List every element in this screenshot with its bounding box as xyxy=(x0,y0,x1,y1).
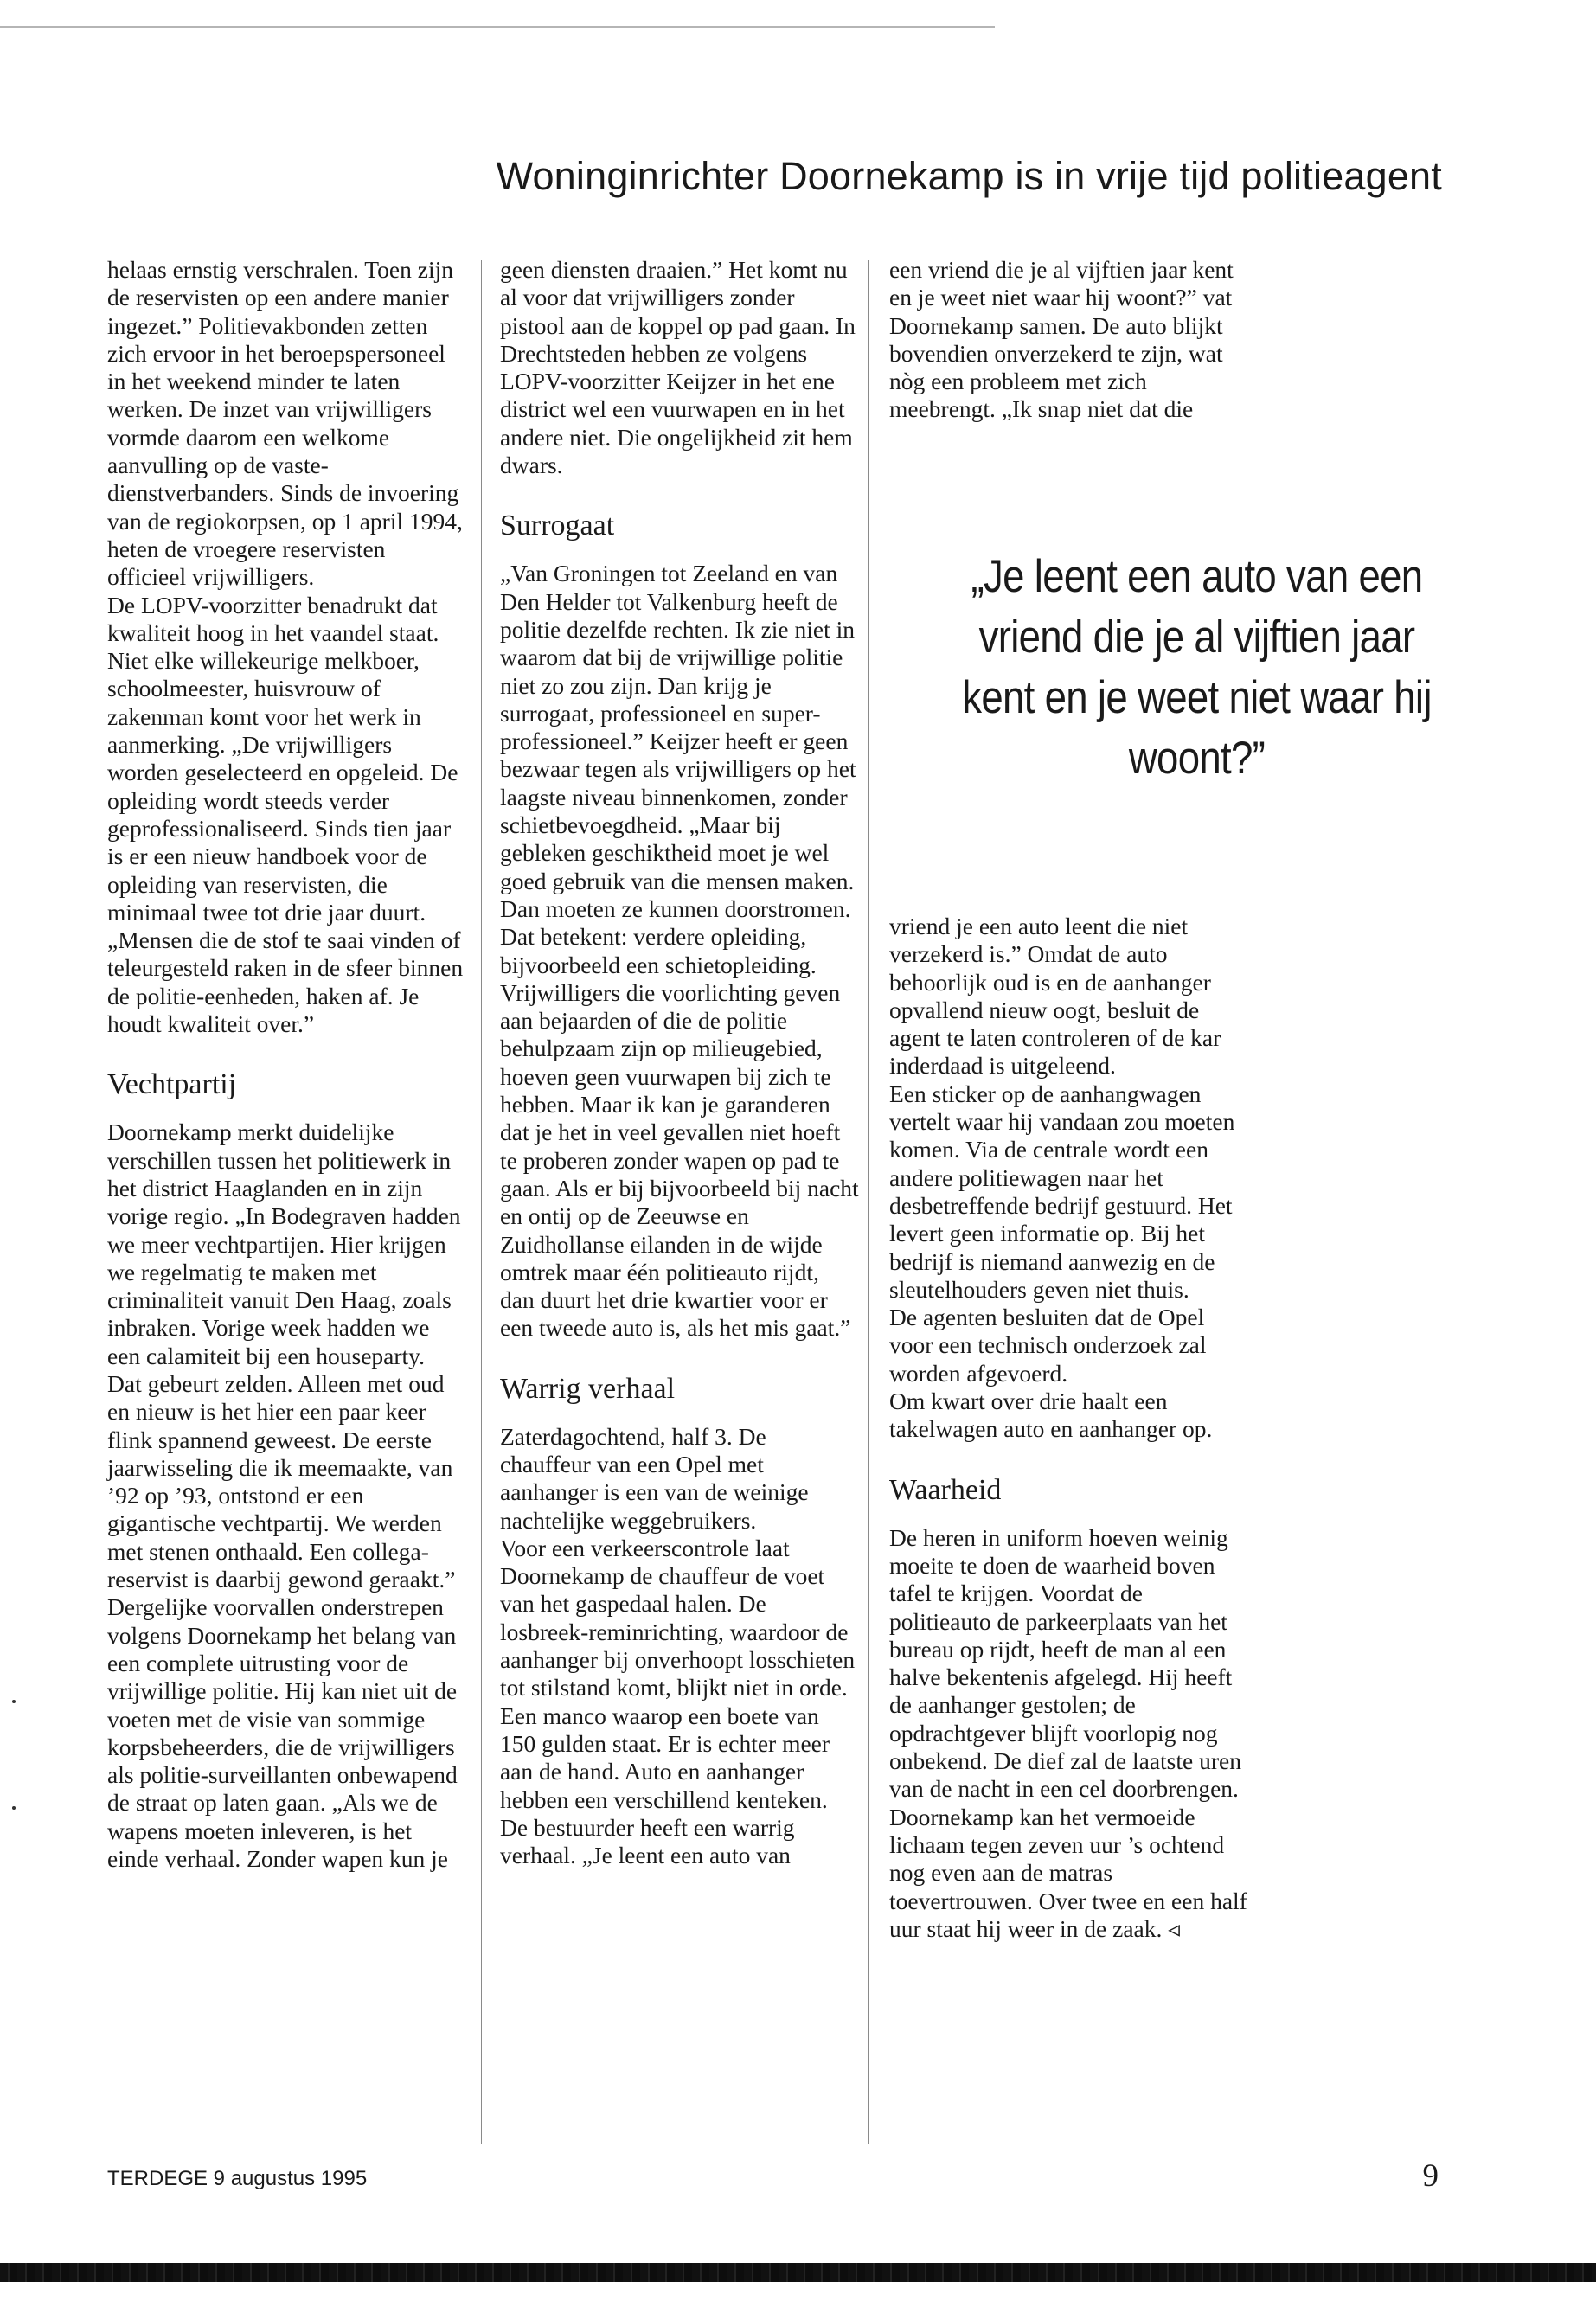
pull-quote: „Je leent een auto van een vriend die je al vijftien jaar kent en je weet niet waar hij woont?” xyxy=(962,551,1432,784)
section-heading-waarheid: Waarheid xyxy=(889,1473,1002,1506)
paragraph: helaas ernstig verschralen. Toen zijn de reservisten op een andere manier ingezet.” Politievakbonden zetten zich ervoor in het beroepspersoneel in het weekend minder te laten werken. De inzet van vrijwilligers vormde daarom een welkome aanvulling op de vaste-dienstverbanders. Sinds de invoering van de regiokorpsen, op 1 april 1994, heten de vroegere reservisten officieel vrijwilligers. xyxy=(107,256,463,591)
paragraph: een vriend die je al vijftien jaar kent en je weet niet waar hij woont?” vat Doornekamp samen. De auto blijkt bovendien onverzekerd te zijn, wat nòg een probleem met zich meebrengt. „Ik snap niet dat die xyxy=(889,256,1234,423)
column-divider-1 xyxy=(481,260,482,2144)
paragraph: Vrijwilligers die voorlichting geven aan bejaarden of die de politie behulpzaam zijn op milieugebied, hoeven geen vuurwapen bij zich te hebben. Maar ik kan je garanderen dat je het in veel gevallen niet hoeft te proberen zonder wapen op pad te gaan. Als er bij bijvoorbeeld bij nacht en ontij op de Zeeuwse en Zuidhollanse eilanden in de wijde omtrek maar één politieauto rijdt, dan duurt het drie kwartier voor er een tweede auto is, als het mis gaat.” xyxy=(500,978,859,1342)
paragraph: Een sticker op de aanhangwagen vertelt waar hij vandaan zou moeten komen. Via de centrale wordt een andere politiewagen naar het desbetreffende bedrijf gestuurd. Het levert geen informatie op. Bij het bedrijf is niemand aanwezig en de sleutelhouders geven niet thuis. xyxy=(889,1080,1235,1303)
paragraph: Voor een verkeerscontrole laat Doornekamp de chauffeur de voet van het gaspedaal halen. De losbreek-reminrichting, waardoor de aanhanger bij onverhoopt losschieten tot stilstand komt, blijkt niet in orde. Een manco waarop een boete van 150 gulden staat. Er is echter meer aan de hand. Auto en aanhanger hebben een verschillend kenteken. xyxy=(500,1534,856,1813)
paragraph: De bestuurder heeft een warrig verhaal. „Je leent een auto van xyxy=(500,1813,795,1869)
text-column-3 xyxy=(889,913,1248,1943)
publication-footer: TERDEGE 9 augustus 1995 xyxy=(107,2167,368,2190)
text-column-3-top xyxy=(889,256,1248,424)
section-heading-surrogaat: Surrogaat xyxy=(500,510,615,542)
paragraph: „Van Groningen tot Zeeland en van Den Helder tot Valkenburg heeft de politie dezelfde rechten. Ik zie niet in waarom dat bij de vrijwillige politie niet zo zou zijn. Dan krijg je surrogaat, professioneel en super-professioneel.” Keijzer heeft er geen bezwaar tegen als vrijwilligers op het laagste niveau binnenkomen, zonder schietbevoegdheid. „Maar bij gebleken geschiktheid moet je wel goed gebruik van die mensen maken. Dan moeten ze kunnen doorstromen. Dat betekent: verdere opleiding, bijvoorbeeld een schietopleiding. xyxy=(500,560,856,978)
page-number: 9 xyxy=(1422,2158,1439,2194)
column-divider-2 xyxy=(868,260,869,2144)
paragraph: De LOPV-voorzitter benadrukt dat kwaliteit hoog in het vaandel staat. Niet elke willekeurige melkboer, schoolmeester, huisvrouw of zakenman komt voor het werk in aanmerking. „De vrijwilligers worden geselecteerd en opgeleid. De opleiding wordt steeds verder geprofessionaliseerd. Sinds tien jaar is er een nieuw handboek voor de opleiding van reservisten, die minimaal twee tot drie jaar duurt. „Mensen die de stof te saai vinden of teleurgesteld raken in de sfeer binnen de politie-eenheden, haken af. Je houdt kwaliteit over.” xyxy=(107,591,464,1038)
section-heading-vechtpartij: Vechtpartij xyxy=(107,1068,237,1101)
scan-edge-band xyxy=(0,2263,1596,2282)
text-column-2 xyxy=(500,256,859,1869)
section-heading-warrig-verhaal: Warrig verhaal xyxy=(500,1372,676,1405)
scan-speck xyxy=(12,1700,16,1703)
paragraph: geen diensten draaien.” Het komt nu al voor dat vrijwilligers zonder pistool aan de koppel op pad gaan. In Drechtsteden hebben ze volgens LOPV-voorzitter Keijzer in het ene district wel een vuurwapen en in het andere niet. Die ongelijkheid zit hem dwars. xyxy=(500,256,856,479)
text-column-1 xyxy=(107,256,464,1873)
paragraph: Doornekamp merkt duidelijke verschillen tussen het politiewerk in het district Haaglanden en in zijn vorige regio. „In Bodegraven hadden we meer vechtpartijen. Hier krijgen we regelmatig te maken met criminaliteit vanuit Den Haag, zoals inbraken. Vorige week hadden we een calamiteit bij een houseparty. Dat gebeurt zelden. Alleen met oud en nieuw is het hier een paar keer flink spannend geweest. De eerste jaarwisseling die ik meemaakte, van ’92 op ’93, ontstond er een gigantische vechtpartij. We werden met stenen onthaald. Een collega-reservist is daarbij gewond geraakt.” xyxy=(107,1118,461,1593)
paragraph: De heren in uniform hoeven weinig moeite te doen de waarheid boven tafel te krijgen. Voordat de politieauto de parkeerplaats van het bureau op rijdt, heeft de man al een halve bekentenis afgelegd. Hij heeft de aanhanger gestolen; de opdrachtgever blijft voorlopig nog onbekend. De dief zal de laatste uren van de nacht in een cel doorbrengen. xyxy=(889,1523,1241,1803)
scan-speck xyxy=(12,1806,16,1810)
paragraph: Om kwart over drie haalt een takelwagen auto en aanhanger op. xyxy=(889,1388,1213,1443)
paragraph: Doornekamp kan het vermoeide lichaam tegen zeven uur ’s ochtend nog even aan de matras toevertrouwen. Over twee en een half uur staat hij weer in de zaak. ◃ xyxy=(889,1803,1247,1942)
top-rule xyxy=(0,26,995,28)
paragraph: De agenten besluiten dat de Opel voor een technisch onderzoek zal worden afgevoerd. xyxy=(889,1304,1207,1387)
article-running-title: Woninginrichter Doornekamp is in vrije tijd politieagent xyxy=(496,154,1442,198)
paragraph: Zaterdagochtend, half 3. De chauffeur van een Opel met aanhanger is een van de weinige nachtelijke weggebruikers. xyxy=(500,1422,809,1534)
paragraph: vriend je een auto leent die niet verzekerd is.” Omdat de auto behoorlijk oud is en de aanhanger opvallend nieuw oogt, besluit de agent te laten controleren of de kar inderdaad is uitgeleend. xyxy=(889,913,1221,1080)
paragraph: Dergelijke voorvallen onderstrepen volgens Doornekamp het belang van een complete uitrusting voor de vrijwillige politie. Hij kan niet uit de voeten met de visie van sommige korpsbeheerders, die de vrijwilligers als politie-surveillanten onbewapend de straat op laten gaan. „Als we de wapens moeten inleveren, is het einde verhaal. Zonder wapen kun je xyxy=(107,1593,458,1873)
